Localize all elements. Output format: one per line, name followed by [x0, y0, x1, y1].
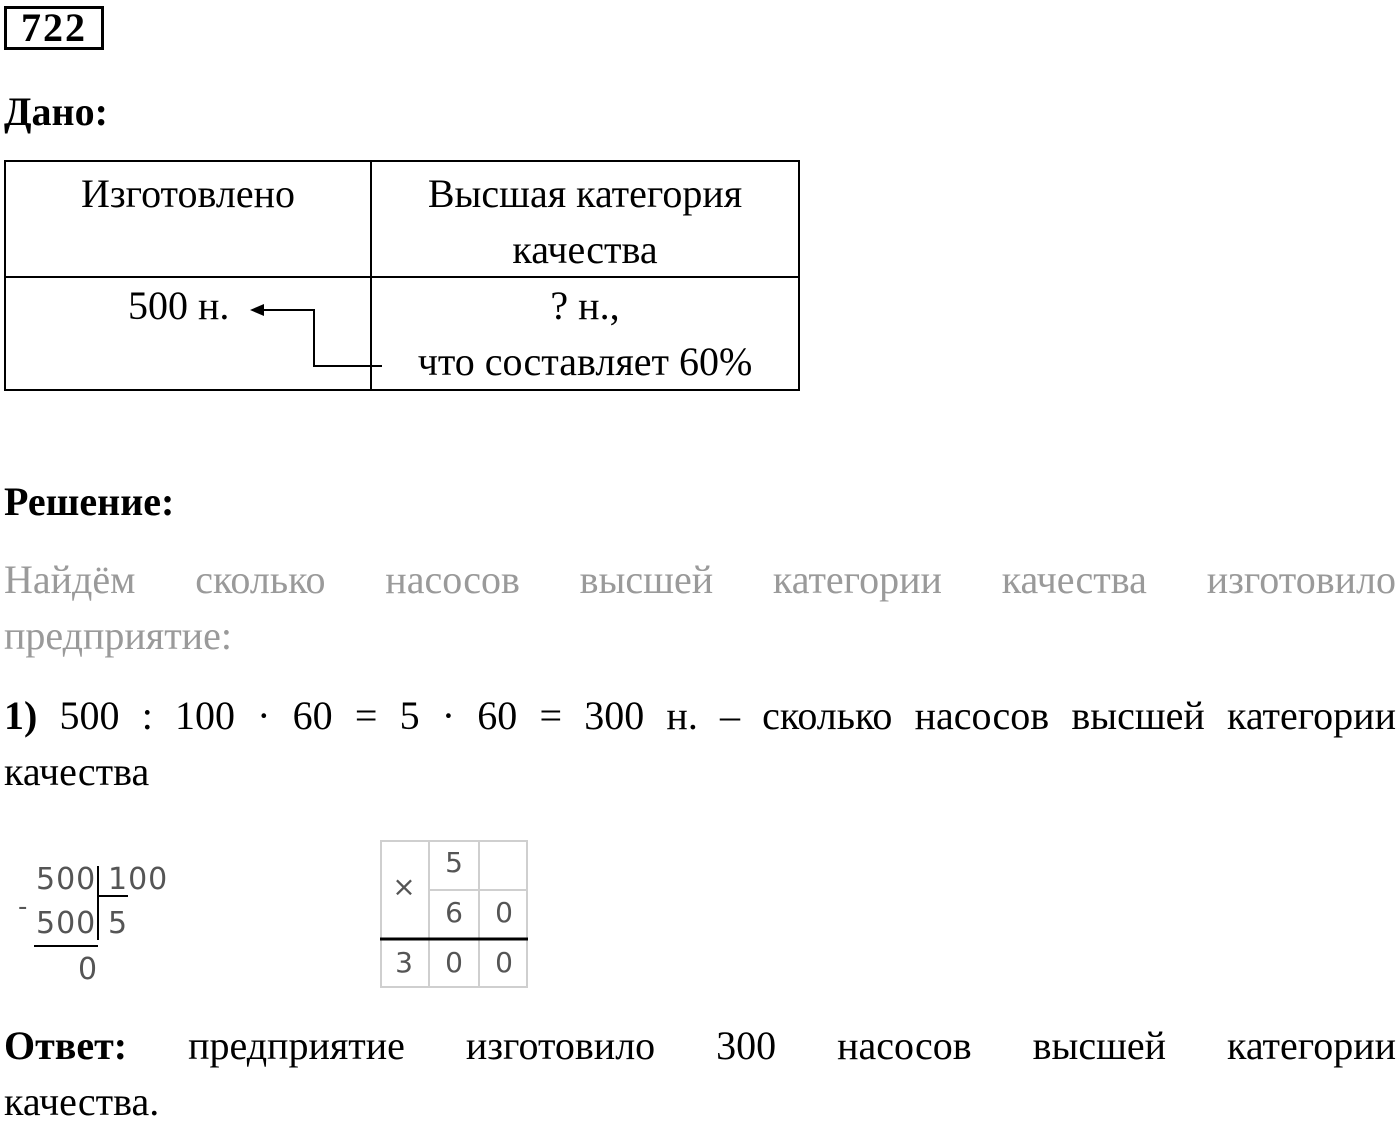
given-heading: Дано: [4, 89, 108, 134]
intro-line2: предприятие: [4, 613, 232, 658]
answer-line1: предприятие изготовило 300 насосов высшей категории [188, 1023, 1397, 1068]
answer-label: Ответ: [4, 1023, 128, 1068]
value-produced: 500 н. [128, 283, 230, 328]
multiplication-grid [380, 840, 528, 988]
step1-line2: качества [4, 749, 150, 794]
step1-line1: 500 : 100 · 60 = 5 · 60 = 300 н. – сколько насосов высшей категории [59, 693, 1396, 738]
dividend: 500 [36, 862, 97, 897]
divisor: 100 [108, 862, 169, 897]
quotient: 5 [108, 906, 129, 941]
value-top-quality-line2: что составляет 60% [417, 339, 753, 384]
problem-number: 722 [4, 6, 104, 50]
intro-paragraph [4, 552, 1396, 664]
remainder: 0 [78, 952, 99, 987]
long-division [14, 856, 194, 996]
header-produced: Изготовлено [80, 171, 295, 216]
multiply-sign: × [392, 870, 416, 903]
value-top-quality-line1: ? н., [550, 283, 620, 328]
mult-top-1: 5 [445, 846, 463, 879]
answer-paragraph [4, 1018, 1396, 1130]
solution-heading: Решение: [4, 479, 175, 524]
mult-second-1: 6 [445, 896, 463, 929]
given-table [4, 160, 800, 391]
mult-result-1: 0 [445, 946, 463, 979]
relation-arrow-icon [6, 162, 802, 393]
division-lines [14, 856, 194, 996]
answer-line2: качества. [4, 1079, 160, 1124]
subtrahend: 500 [36, 906, 97, 941]
mult-result-0: 3 [395, 946, 413, 979]
minus-sign: - [18, 892, 29, 922]
step1-paragraph [4, 688, 1396, 800]
header-top-quality-line1: Высшая категория [427, 171, 743, 216]
header-top-quality-line2: качества [512, 227, 658, 272]
step1-label: 1) [4, 693, 38, 738]
mult-result-2: 0 [495, 946, 513, 979]
intro-line1: Найдём сколько насосов высшей категории качества изготовило [4, 557, 1396, 602]
mult-second-2: 0 [495, 896, 513, 929]
